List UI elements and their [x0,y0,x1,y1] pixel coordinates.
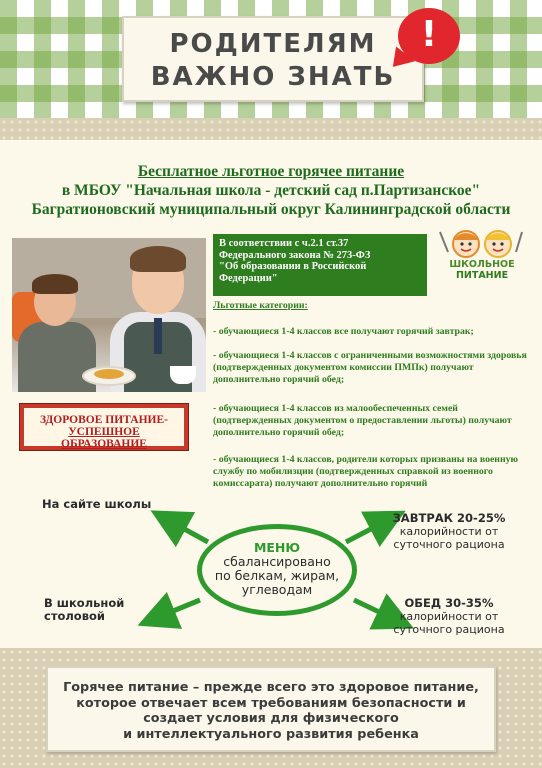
headline-line-1: Бесплатное льготное горячее питание [137,163,405,180]
breakfast-title: ЗАВТРАК 20-25% [392,511,506,525]
category-item-2: - обучающиеся 1-4 классов с ограниченными возможностями здоровья (подтвержденных документом комиссии ПМПк) получают дополнительно горячий обед; [213,350,527,385]
logo-kids-icon [440,231,522,257]
category-item-3: - обучающиеся 1-4 классов из малообеспеченных семей (подтвержденных документом о предоставлении льготы) получают дополнительно горячий обед; [213,403,512,438]
bottom-message [46,666,496,752]
law-line-2: Федерального закона № 273-ФЗ [219,249,371,261]
lunch-line-2: суточного рациона [393,623,505,636]
menu-oval [197,524,357,616]
breakfast-line-2: суточного рациона [393,538,505,551]
title-line-1: РОДИТЕЛЯМ [169,29,377,59]
law-line-3: "Об образовании в Российской [219,261,367,273]
photo-food [94,369,124,379]
menu-line-3: углеводам [241,582,313,597]
node-canteen [44,597,124,623]
canteen-line-1: В школьной [44,596,125,610]
photo-cup [170,366,196,384]
menu-title: МЕНЮ [253,540,301,555]
lunch-line-1: калорийности от [399,610,499,623]
law-line-1: В соответствии с ч.2.1 ст.37 [219,238,349,249]
arrow-to-site [168,520,208,542]
message-line-4: и интеллектуального развития ребенка [123,726,419,742]
law-line-4: Федерации" [219,272,278,284]
category-item-1: - обучающиеся 1-4 классов все получают горячий завтрак; [213,326,474,337]
title-line-2: ВАЖНО ЗНАТЬ [150,62,396,92]
lunch-title: ОБЕД 30-35% [404,596,494,610]
banner-line-1: ЗДОРОВОЕ ПИТАНИЕ- [40,414,168,426]
photo-student-tie [154,318,162,354]
headline-line-2: в МБОУ "Начальная школа - детский сад п.Партизанское" [61,182,481,199]
message-line-2: которое отвечает всем требованиям безопасности и [76,695,466,711]
photo-student-hair [130,246,186,272]
headline-line-3: Багратионовский муниципальный округ Калининградской области [31,201,511,218]
node-breakfast [364,512,534,551]
arrow-to-canteen [156,600,200,618]
alert-bubble-icon: ! [398,8,460,64]
menu-line-2: по белкам, жирам, [214,568,340,583]
photo-student-2-body [18,322,96,392]
healthy-food-banner [20,404,188,450]
menu-line-1: сбалансировано [223,554,331,569]
message-line-1: Горячее питание – прежде всего это здоровое питание, [63,680,479,695]
logo-text-line-2: ПИТАНИЕ [455,270,509,281]
logo-text-line-1: ШКОЛЬНОЕ [449,259,515,270]
breakfast-line-1: калорийности от [399,525,499,538]
dotted-band-top [0,118,542,140]
node-lunch [364,597,534,636]
banner-line-2: УСПЕШНОЕ ОБРАЗОВАНИЕ [61,426,147,450]
node-school-site: На сайте школы [42,497,152,511]
photo-student-2-hair [32,274,78,294]
law-info-box [213,234,427,296]
headline [0,162,542,219]
title-card [122,16,424,102]
category-item-4: - обучающиеся 1-4 классов, родители которых призваны на военную службу по мобилизции (подтвержденных справкой из военного комиссарата) получают дополнительно горячий [213,454,518,489]
categories-title: Льготные категории: [213,300,308,311]
canteen-line-2: столовой [44,609,105,623]
students-photo [12,238,206,392]
message-line-3: создает условия для физического [143,711,399,726]
